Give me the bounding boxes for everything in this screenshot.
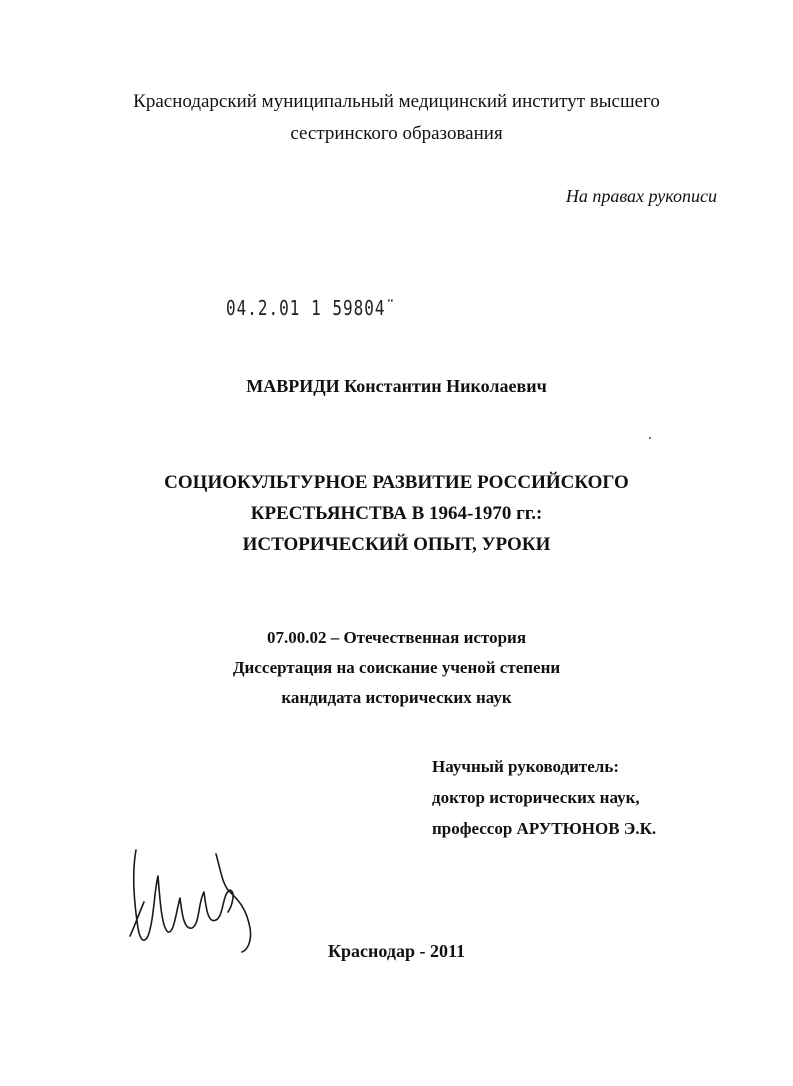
specialty-block <box>0 623 793 713</box>
stray-dot <box>649 437 651 439</box>
dissertation-title <box>0 467 793 560</box>
institution-line-1: Краснодарский муниципальный медицинский институт высшего <box>133 91 660 112</box>
degree-line-2: кандидата исторических наук <box>281 688 512 707</box>
stamp-code: 04.2.01 1 59804 <box>226 296 386 320</box>
stamp-mark: ¨ <box>385 296 397 320</box>
manuscript-rights-note: На правах рукописи <box>565 186 717 206</box>
title-line-1: СОЦИОКУЛЬТУРНОЕ РАЗВИТИЕ РОССИЙСКОГО <box>164 472 629 493</box>
degree-line-1: Диссертация на соискание ученой степени <box>232 658 561 677</box>
institution-name <box>0 90 793 146</box>
specialty-code: 07.00.02 – Отечественная история <box>266 628 527 647</box>
supervisor-block <box>432 751 656 844</box>
supervisor-name: профессор АРУТЮНОВ Э.К. <box>432 819 657 838</box>
city-year: Краснодар - 2011 <box>327 941 466 961</box>
author-name: МАВРИДИ Константин Николаевич <box>246 376 547 396</box>
supervisor-label: Научный руководитель: <box>432 757 619 776</box>
supervisor-degree: доктор исторических наук, <box>432 788 640 807</box>
title-line-2: КРЕСТЬЯНСТВА В 1964-1970 гг.: <box>250 503 543 524</box>
library-stamp-number <box>226 296 396 320</box>
institution-line-2: сестринского образования <box>290 123 503 144</box>
title-line-3: ИСТОРИЧЕСКИЙ ОПЫТ, УРОКИ <box>242 534 551 555</box>
